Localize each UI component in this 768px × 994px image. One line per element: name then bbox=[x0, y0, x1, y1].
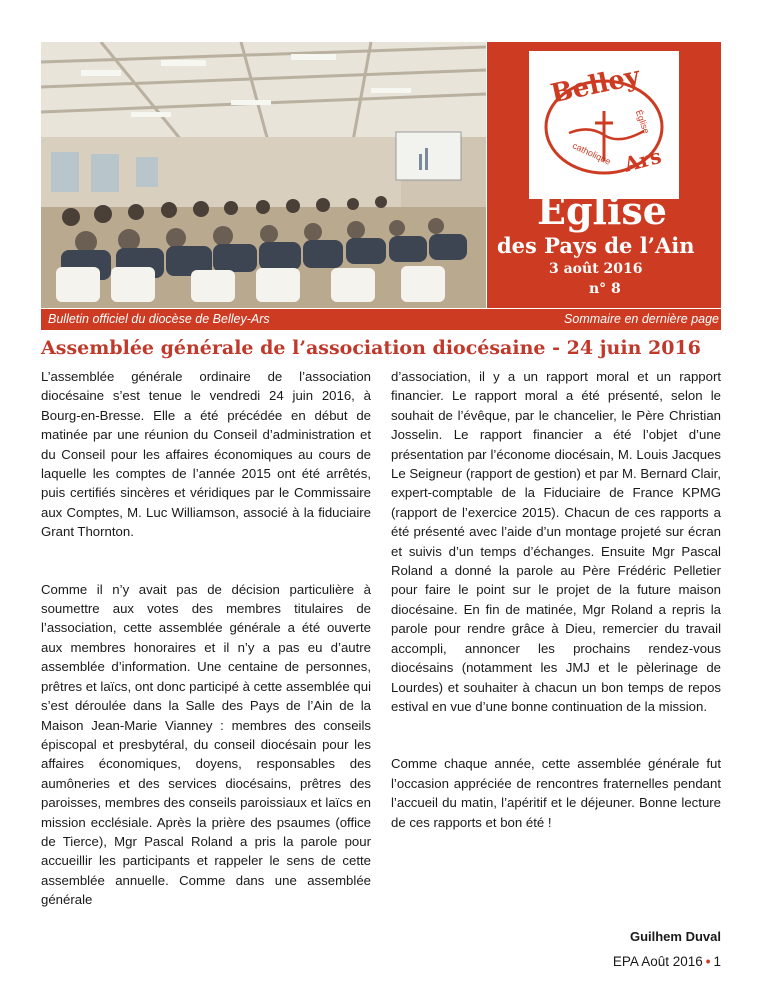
issue-number: n° 8 bbox=[589, 281, 621, 297]
article-paragraph: Comme il n’y avait pas de décision particulière à soumettre aux votes des membres titulaires de l’association, cette assemblée générale a été ouverte aux membres honoraires et il n’y a pas eu d’autre assemblée d’information. Une centaine de personnes, prêtres et laïcs, ont donc participé à cette assemblée qui s’est déroulée dans la Salle des Pays de l’Ain de la Maison Jean-Marie Vianney : membres des conseils épiscopal et presbytéral, du conseil diocésain pour les affaires économiques, doyens, responsables des aumôneries et des services diocésains, prêtres des paroisses, membres des conseils paroissiaux et laïcs en mission ecclésiale. Après la prière des psaumes (office de Tierce), Mgr Pascal Roland a pris la parole pour accueillir les participants et rappeler le sens de cette assemblée annuelle. Comme dans une assemblée générale bbox=[41, 581, 371, 908]
footer-separator: • bbox=[705, 954, 711, 969]
author-signature: Guilhem Duval bbox=[629, 929, 721, 944]
issue-date: 3 août 2016 bbox=[549, 261, 643, 277]
page-footer bbox=[391, 954, 721, 969]
header-banner bbox=[41, 309, 721, 330]
svg-text:Église: Église bbox=[633, 108, 652, 135]
article-paragraph: L’assemblée générale ordinaire de l’association diocésaine s’est tenue le vendredi 24 juin 2016, à Bourg-en-Bresse. Elle a été précédée en début de matinée par une réunion du Conseil d’administration et du Conseil pour les affaires économiques au cours de laquelle les comptes de l’année 2015 ont été arrêtés, puis certifiés sincères et véridiques par le Commissaire aux Comptes, M. Luc Williamson, associé à la fiduciaire Grant Thornton. bbox=[41, 369, 371, 540]
page-number: 1 bbox=[713, 954, 721, 969]
masthead bbox=[487, 42, 721, 308]
assembly-photo bbox=[41, 42, 486, 308]
publication-title: Église bbox=[537, 188, 667, 233]
article-paragraph: Comme chaque année, cette assemblée générale fut l’occasion appréciée de rencontres fraternelles pendant l’accueil du matin, l’apéritif et le déjeuner. Bonne lecture de ces rapports et bon été ! bbox=[391, 756, 721, 830]
banner-summary-link: Sommaire en dernière page bbox=[564, 312, 719, 326]
article-headline: Assemblée générale de l’association diocésaine - 24 juin 2016 bbox=[41, 337, 701, 359]
article-paragraph: d’association, il y a un rapport moral et un rapport financier. Le rapport moral a été présenté, selon le souhait de l’évêque, par le chancelier, le Père Christian Josselin. Le rapport financier a été l’objet d’une présentation par l’économe diocésain, M. Louis Jacques Le Seigneur (rapport de gestion) et par M. Bernard Clair, expert-comptable de la Fiduciaire de France KPMG (rapport de l’exercice 2015). Chacun de ces rapports a été présenté avec l’aide d’un montage projeté sur écran et suivis d’un temps d’échanges. Ensuite Mgr Pascal Roland a donné la parole au Père Frédéric Pelletier pour faire le point sur le projet de la future maison diocésaine. En fin de matinée, Mgr Roland a repris la parole pour rendre grâce à Dieu, remercier du travail accompli, annoncer les prochains rendez-vous diocésains (notamment les JMJ et le pèlerinage de Lourdes) et souhaiter à chacun un bon temps de repos estival en vue d’une bonne continuation de la mission. bbox=[391, 369, 721, 714]
banner-bulletin-label: Bulletin officiel du diocèse de Belley-Ars bbox=[48, 312, 270, 326]
article-column-left bbox=[41, 367, 371, 910]
diocese-logo bbox=[529, 51, 679, 199]
article-column-right bbox=[391, 367, 721, 832]
publication-subtitle: des Pays de l’Ain bbox=[497, 233, 695, 258]
svg-text:Ars: Ars bbox=[621, 143, 664, 177]
svg-text:Belley: Belley bbox=[548, 61, 643, 110]
svg-text:catholique: catholique bbox=[570, 140, 613, 167]
footer-label: EPA Août 2016 bbox=[612, 954, 703, 969]
